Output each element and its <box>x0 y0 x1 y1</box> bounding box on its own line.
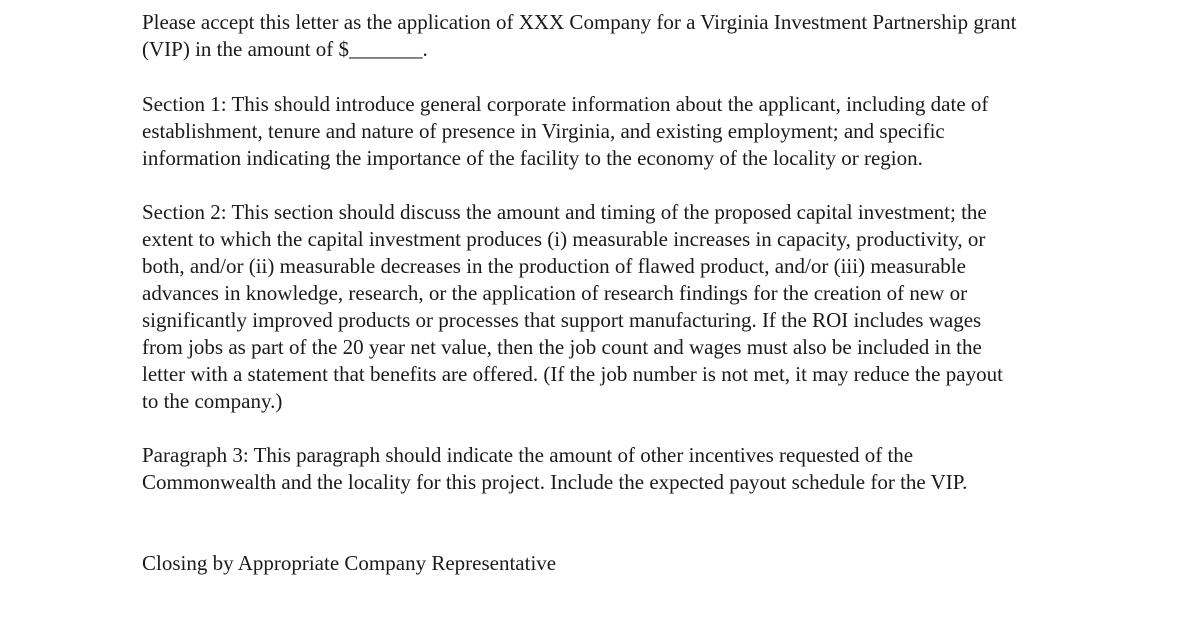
text-line: letter with a statement that benefits are offered. (If the job number is not met, it may reduce the payout <box>142 362 1003 386</box>
text-line: advances in knowledge, research, or the application of research findings for the creation of new or <box>142 281 968 305</box>
paragraph-3 <box>142 442 967 496</box>
text-line: Paragraph 3: This paragraph should indicate the amount of other incentives requested of the <box>142 443 914 467</box>
text-line: to the company.) <box>142 389 283 413</box>
closing-text: Closing by Appropriate Company Representative <box>142 551 557 575</box>
text-line: establishment, tenure and nature of presence in Virginia, and existing employment; and specific <box>142 119 945 143</box>
text-line: from jobs as part of the 20 year net value, then the job count and wages must also be included in the <box>142 335 982 359</box>
closing-line <box>142 550 556 577</box>
text-line: Section 2: This section should discuss the amount and timing of the proposed capital investment; the <box>142 200 987 224</box>
text-line: (VIP) in the amount of $_______. <box>142 37 428 61</box>
text-line: Section 1: This should introduce general corporate information about the applicant, including date of <box>142 92 989 116</box>
text-line: Please accept this letter as the application of XXX Company for a Virginia Investment Partnership grant <box>142 10 1017 34</box>
text-line: extent to which the capital investment produces (i) measurable increases in capacity, productivity, or <box>142 227 986 251</box>
section-1-paragraph <box>142 91 988 172</box>
text-line: Commonwealth and the locality for this project. Include the expected payout schedule for the VIP. <box>142 470 968 494</box>
text-line: information indicating the importance of the facility to the economy of the locality or region. <box>142 146 923 170</box>
text-line: significantly improved products or processes that support manufacturing. If the ROI includes wages <box>142 308 982 332</box>
section-2-paragraph <box>142 199 1003 415</box>
text-line: both, and/or (ii) measurable decreases in the production of flawed product, and/or (iii) measurable <box>142 254 966 278</box>
intro-paragraph <box>142 9 1016 63</box>
